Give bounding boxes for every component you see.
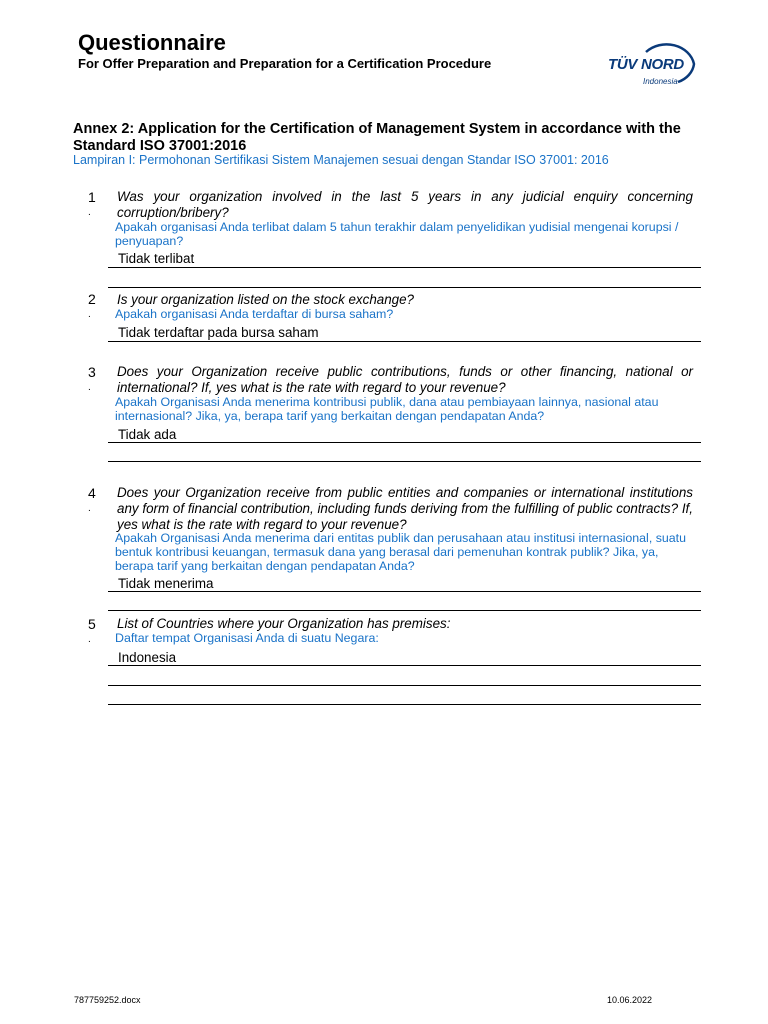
number-dot: .	[88, 207, 91, 218]
answer-line	[108, 267, 701, 268]
answer-line	[108, 287, 701, 288]
answer-line	[108, 341, 701, 342]
question-number: 4 .	[88, 485, 96, 517]
footer-date: 10.06.2022	[607, 995, 653, 1005]
document-title: Questionnaire	[78, 30, 226, 55]
question-text-indonesian: Apakah organisasi Anda terlibat dalam 5 tahun terakhir dalam penyelidikan yudisial mengenai korupsi / penyuapan?	[115, 220, 679, 248]
answer-line	[108, 461, 701, 462]
document-subtitle: For Offer Preparation and Preparation for a Certification Procedure	[78, 56, 492, 71]
question-text: Was your organization involved in the last 5 years in any judicial enquiry concerning corruption/bribery?	[117, 189, 693, 220]
logo-brand: TÜV NORD	[608, 56, 684, 73]
answer-line	[108, 591, 701, 592]
question-number: 1 .	[88, 189, 96, 221]
answer-field[interactable]: Tidak menerima	[118, 576, 214, 591]
answer-line	[108, 704, 701, 705]
answer-line	[108, 685, 701, 686]
question-number: 3 .	[88, 364, 96, 396]
question-text-indonesian: Apakah organisasi Anda terdaftar di bursa saham?	[115, 307, 394, 321]
question-number: 2 .	[88, 291, 96, 323]
annex-title-indonesian: Lampiran I: Permohonan Sertifikasi Sistem Manajemen sesuai dengan Standar ISO 37001: 2016	[73, 153, 609, 167]
number-dot: .	[88, 382, 91, 393]
tuv-nord-logo	[596, 26, 704, 94]
answer-line	[108, 442, 701, 443]
question-text-indonesian: Apakah Organisasi Anda menerima dari entitas publik dan perusahaan atau institusi internasional, suatu bentuk kontribusi keuangan, termasuk dana yang berasal dari pemenuhan kontrak publik? Jika, ya, berapa tarif yang berkaitan dengan pendapatan Anda?	[115, 531, 687, 573]
footer-filename: 787759252.docx	[74, 995, 141, 1005]
question-text: Does your Organization receive from public entities and companies or international institutions any form of financial contribution, including funds deriving from the fulfilling of public contracts? If, yes what is the rate with regard to your revenue?	[117, 485, 693, 532]
number-dot: .	[88, 309, 91, 320]
answer-field[interactable]: Tidak terdaftar pada bursa saham	[118, 325, 319, 340]
question-text: Does your Organization receive public contributions, funds or other financing, national or international? If, yes what is the rate with regard to your revenue?	[117, 364, 693, 395]
question-text-indonesian: Daftar tempat Organisasi Anda di suatu Negara:	[115, 631, 379, 645]
answer-field[interactable]: Indonesia	[118, 650, 177, 665]
number-dot: .	[88, 634, 91, 645]
question-number: 5 .	[88, 616, 96, 648]
question-text: List of Countries where your Organization has premises:	[117, 616, 451, 631]
question-text-indonesian: Apakah Organisasi Anda menerima kontribusi publik, dana atau pembiayaan lainnya, nasional atau internasional? Jika, ya, berapa tarif yang berkaitan dengan pendapatan Anda?	[115, 395, 659, 423]
logo-region: Indonesia	[643, 77, 678, 86]
answer-line	[108, 665, 701, 666]
question-text: Is your organization listed on the stock exchange?	[117, 292, 415, 307]
answer-field[interactable]: Tidak ada	[118, 427, 177, 442]
number-dot: .	[88, 503, 91, 514]
annex-title: Annex 2: Application for the Certification of Management System in accordance with the Standard ISO 37001:2016	[73, 121, 681, 154]
answer-line	[108, 610, 701, 611]
answer-field[interactable]: Tidak terlibat	[118, 251, 195, 266]
